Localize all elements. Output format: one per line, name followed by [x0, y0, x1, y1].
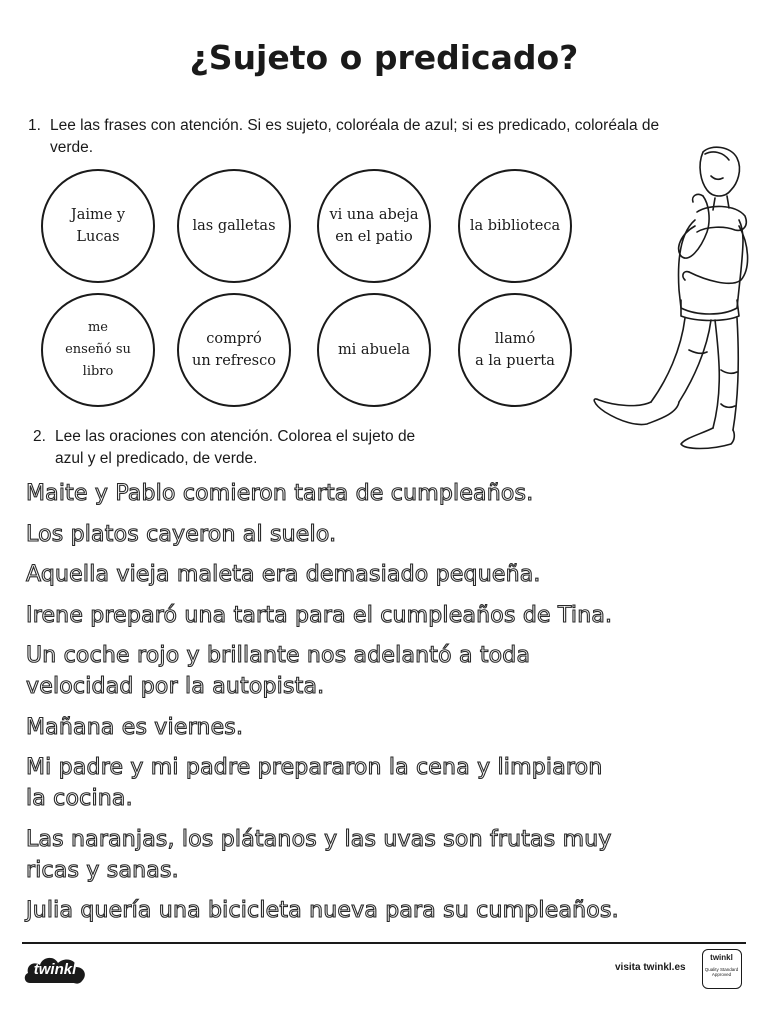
- sentence-line: Los platos cayeron al suelo.: [26, 521, 337, 547]
- sentence-item[interactable]: [26, 895, 746, 926]
- phrase-line: me: [87, 320, 109, 335]
- instruction-1-text: Lee las frases con atención. Si es sujeto, coloréala de azul; si es predicado, coloréala de verde.: [50, 117, 660, 156]
- phrase-text: [470, 215, 560, 237]
- phrase-line: vi una abeja: [329, 207, 419, 223]
- instruction-2-number: 2.: [33, 428, 46, 445]
- sentence-line: ricas y sanas.: [26, 857, 179, 883]
- sentence-line: Maite y Pablo comieron tarta de cumpleaños.: [26, 481, 534, 506]
- sentence-line: Julia quería una bicicleta nueva para su cumpleaños.: [26, 898, 619, 923]
- sentence-line: Mañana es viernes.: [26, 714, 244, 740]
- sentence-list: [26, 478, 746, 936]
- sentence-line: la cocina.: [26, 786, 133, 811]
- logo-text: twinkl: [33, 961, 77, 978]
- phrase-line: la biblioteca: [469, 218, 561, 234]
- phrase-circle[interactable]: [458, 169, 572, 283]
- sentence-item[interactable]: [26, 640, 746, 702]
- phrase-line: a la puerta: [475, 353, 555, 369]
- phrase-line: Jaime y Lucas: [70, 207, 126, 245]
- instruction-1: [28, 115, 668, 159]
- sentence-item[interactable]: [26, 478, 746, 509]
- sentence-item[interactable]: [26, 600, 746, 631]
- badge-label-line: Quality Standard: [704, 967, 739, 972]
- phrase-text: [329, 204, 418, 248]
- badge-brand: twinkl: [710, 953, 733, 962]
- phrase-circle[interactable]: [177, 293, 291, 407]
- instruction-1-number: 1.: [28, 117, 41, 134]
- sentence-line: Aquella vieja maleta era demasiado pequeña.: [26, 562, 541, 587]
- phrase-circle[interactable]: [317, 169, 431, 283]
- sentence-item[interactable]: [26, 519, 746, 550]
- phrase-line: enseñó su libro: [65, 342, 131, 379]
- sentence-line: Irene preparó una tarta para el cumpleaños de Tina.: [26, 602, 613, 628]
- phrase-circle[interactable]: [41, 293, 155, 407]
- page-title: ¿Sujeto o predicado?: [189, 38, 579, 77]
- phrase-line: un refresco: [192, 353, 276, 369]
- phrase-line: compró: [206, 331, 262, 347]
- phrase-circle[interactable]: [317, 293, 431, 407]
- instruction-2-text: Lee las oraciones con atención. Colorea el sujeto de azul y el predicado, de verde.: [55, 428, 416, 467]
- phrase-text: [338, 339, 410, 361]
- sentence-item[interactable]: [26, 824, 746, 886]
- phrase-line: en el patio: [335, 229, 413, 245]
- phrase-circle[interactable]: [177, 169, 291, 283]
- badge-label: [703, 967, 740, 977]
- phrase-circle[interactable]: [458, 293, 572, 407]
- sentence-line: Mi padre y mi padre prepararon la cena y limpiaron: [26, 755, 603, 780]
- phrase-line: las galletas: [192, 218, 276, 234]
- phrase-text: [192, 215, 275, 237]
- sentence-line: velocidad por la autopista.: [26, 674, 325, 699]
- phrase-circle[interactable]: [41, 169, 155, 283]
- phrase-line: mi abuela: [337, 342, 411, 358]
- badge-label-line: Approved: [711, 972, 732, 977]
- twinkl-logo: [22, 953, 88, 987]
- phrase-line: llamó: [494, 331, 536, 347]
- phrase-text: [192, 328, 276, 372]
- sentence-item[interactable]: [26, 752, 746, 814]
- quality-badge: [702, 949, 742, 989]
- instruction-2: [33, 426, 423, 470]
- boy-thinking-illustration: [585, 140, 755, 455]
- sentence-item[interactable]: [26, 712, 746, 743]
- sentence-line: Un coche rojo y brillante nos adelantó a toda: [26, 643, 531, 668]
- phrase-text: [475, 328, 555, 372]
- footer-divider: [22, 942, 746, 944]
- sentence-line: Las naranjas, los plátanos y las uvas son frutas muy: [26, 826, 612, 852]
- visit-link[interactable]: visita twinkl.es: [615, 962, 686, 973]
- phrase-text: [49, 317, 147, 383]
- sentence-item[interactable]: [26, 559, 746, 590]
- phrase-text: [49, 204, 147, 248]
